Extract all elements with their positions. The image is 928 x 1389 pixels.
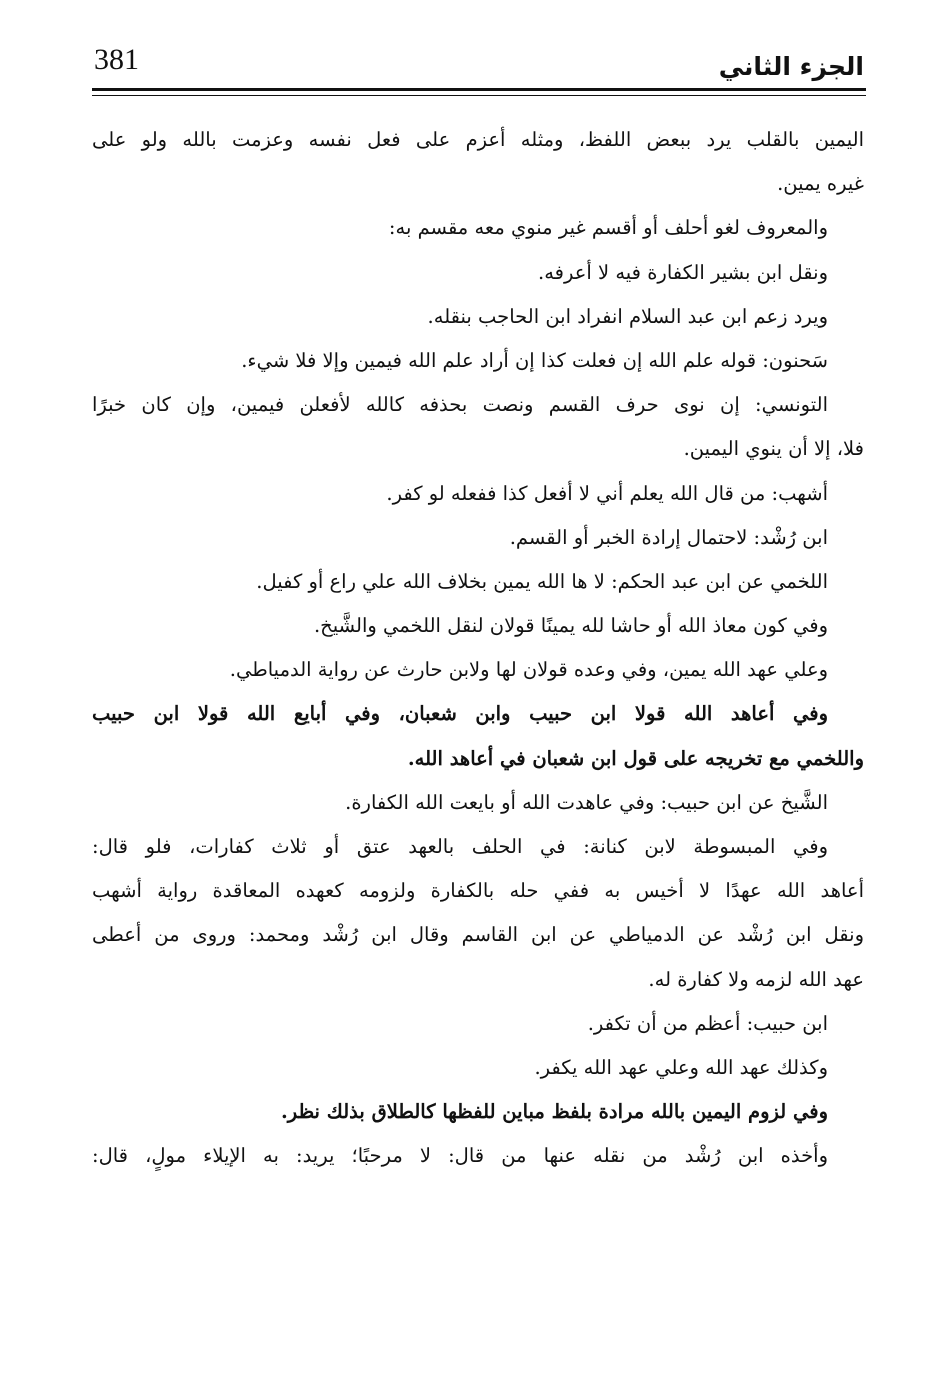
text-line: وفي لزوم اليمين بالله مرادة بلفظ مباين للفظها كالطلاق بذلك نظر. bbox=[281, 1100, 828, 1124]
text-line: وكذلك عهد الله وعلي عهد الله يكفر. bbox=[534, 1055, 828, 1079]
text-line: وفي المبسوطة لابن كنانة: في الحلف بالعهد عتق أو ثلاث كفارات، فلو قال: bbox=[92, 835, 828, 858]
text-line: وفي أعاهد الله قولا ابن حبيب وابن شعبان، وفي أبايع الله قولا ابن حبيب bbox=[92, 702, 828, 726]
text-line: الشَّيخ عن ابن حبيب: وفي عاهدت الله أو بايعت الله الكفارة. bbox=[345, 790, 828, 814]
text-line: والمعروف لغو أحلف أو أقسم غير منوي معه مقسم به: bbox=[388, 216, 828, 240]
text-line: اللخمي عن ابن عبد الحكم: لا ها الله يمين بخلاف الله علي راع أو كفيل. bbox=[256, 569, 828, 593]
text-line: ابن رُشْد: لاحتمال إرادة الخبر أو القسم. bbox=[509, 525, 828, 549]
page-number: 381 bbox=[94, 43, 139, 76]
text-line: ابن حبيب: أعظم من أن تكفر. bbox=[587, 1011, 828, 1035]
text-line: أشهب: من قال الله يعلم أني لا أفعل كذا ففعله لو كفر. bbox=[386, 481, 828, 505]
header-rule-thin bbox=[92, 95, 866, 96]
text-line: وأخذه ابن رُشْد من نقله عنها من قال: لا مرحبًا؛ يريد: به الإيلاء مولٍ، قال: bbox=[92, 1144, 828, 1168]
page-header bbox=[92, 40, 864, 88]
text-line: ونقل ابن بشير الكفارة فيه لا أعرفه. bbox=[538, 260, 828, 284]
text-line: التونسي: إن نوى حرف القسم ونصت بحذفه كالله لأفعلن فيمين، وإن كان خبرًا bbox=[92, 393, 828, 417]
text-line: ويرد زعم ابن عبد السلام انفراد ابن الحاجب بنقله. bbox=[427, 304, 828, 328]
text-line: وفي كون معاذ الله أو حاشا لله يمينًا قولان لنقل اللخمي والشَّيخ. bbox=[313, 614, 828, 638]
running-title: الجزء الثاني bbox=[718, 52, 864, 81]
text-line: واللخمي مع تخريجه على قول ابن شعبان في أعاهد الله. bbox=[407, 746, 864, 770]
text-line: اليمين بالقلب يرد ببعض اللفظ، ومثله أعزم على فعل نفسه وعزمت بالله ولو على bbox=[92, 128, 864, 151]
body-text bbox=[92, 118, 864, 1179]
header-rule-thick bbox=[92, 88, 866, 91]
text-line: فلا، إلا أن ينوي اليمين. bbox=[683, 437, 864, 461]
text-line: عهد الله لزمه ولا كفارة له. bbox=[648, 967, 864, 991]
text-line: وعلي عهد الله يمين، وفي وعده قولان لها ولابن حارث عن رواية الدمياطي. bbox=[229, 658, 828, 682]
text-line: ونقل ابن رُشْد عن الدمياطي عن ابن القاسم وقال ابن رُشْد ومحمد: وروى من أعطى bbox=[92, 923, 864, 947]
text-line: غيره يمين. bbox=[777, 172, 864, 196]
text-line: سَحنون: قوله علم الله إن فعلت كذا إن أراد علم الله فيمين وإلا فلا شيء. bbox=[241, 348, 828, 372]
text-line: أعاهد الله عهدًا لا أخيس به ففي حله بالكفارة ولزومه كعهده المعاقدة رواية أشهب bbox=[92, 879, 864, 903]
